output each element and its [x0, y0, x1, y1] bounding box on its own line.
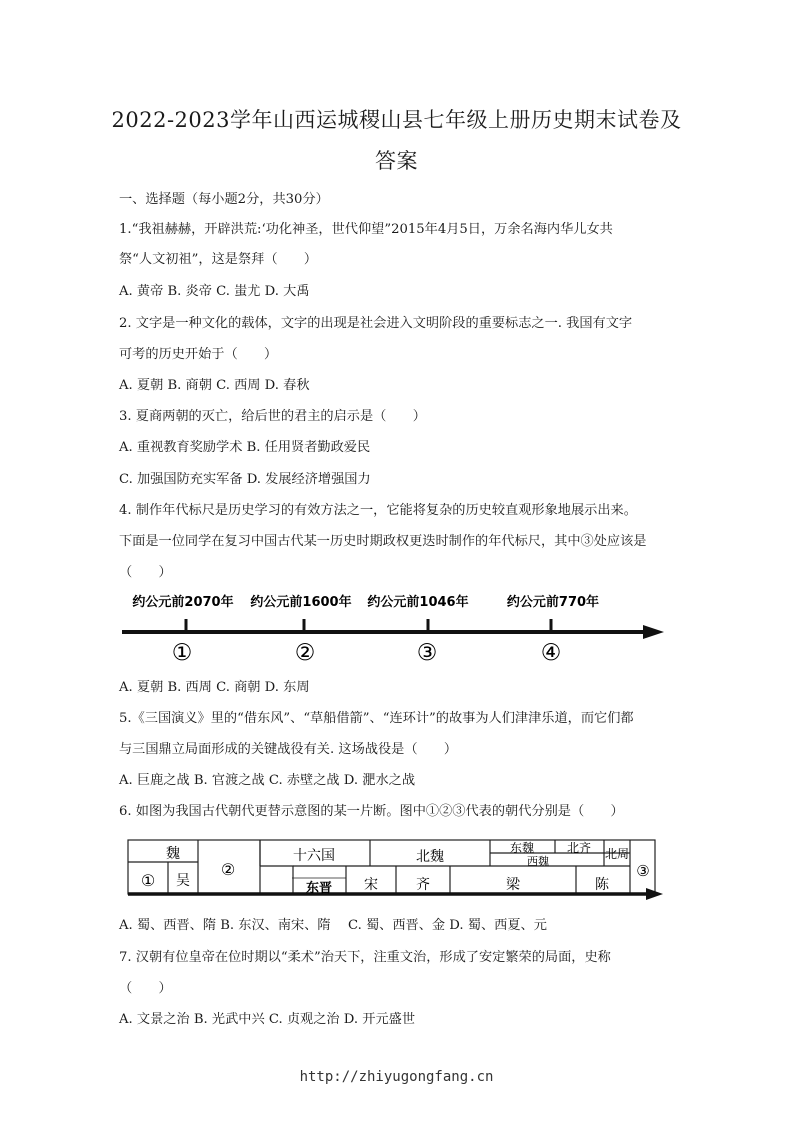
- timeline-mark-4: ④: [540, 640, 562, 666]
- dynasty-marker-3: ③: [636, 862, 650, 880]
- timeline-date-1: 约公元前2070年: [132, 595, 234, 610]
- q2-options: A. 夏朝 B. 商朝 C. 西周 D. 春秋: [119, 378, 310, 393]
- dynasty-liang: 梁: [506, 877, 520, 893]
- q4-stem-line2: 下面是一位同学在复习中国古代某一历史时期政权更迭时制作的年代标尺，其中③处应该是: [119, 534, 647, 549]
- q4-stem-line3: （ ）: [119, 565, 172, 580]
- q5-stem-line1: 5.《三国演义》里的“借东风”、“草船借箭”、“连环计”的故事为人们津津乐道，而它们都: [119, 711, 634, 726]
- dynasty-marker-2: ②: [220, 860, 236, 879]
- page-title-line1: 2022-2023学年山西运城稷山县七年级上册历史期末试卷及: [111, 108, 682, 132]
- dynasty-wei: 魏: [166, 846, 180, 862]
- footer-url: http://zhiyugongfang.cn: [299, 1069, 494, 1085]
- dynasty-dongwei: 东魏: [509, 841, 535, 855]
- q2-stem-line1: 2. 文字是一种文化的载体，文字的出现是社会进入文明阶段的重要标志之一. 我国有文字: [119, 316, 633, 331]
- timeline-date-3: 约公元前1046年: [367, 595, 469, 610]
- q1-stem-line2: 祭“人文初祖”，这是祭拜（ ）: [119, 252, 318, 267]
- dynasty-wu: 吴: [176, 873, 190, 889]
- q3-stem: 3. 夏商两朝的灭亡，给后世的君主的启示是（ ）: [119, 409, 426, 424]
- dynasty-sixteen-kingdoms: 十六国: [293, 848, 335, 864]
- timeline-mark-3: ③: [416, 640, 438, 666]
- timeline-date-4: 约公元前770年: [506, 595, 600, 610]
- dynasty-xiwei: 西魏: [527, 855, 549, 868]
- q6-options: A. 蜀、西晋、隋 B. 东汉、南宋、隋 C. 蜀、西晋、金 D. 蜀、西夏、元: [119, 918, 547, 933]
- dynasty-marker-1: ①: [140, 871, 156, 890]
- q4-timeline-figure: [115, 586, 675, 666]
- q5-options: A. 巨鹿之战 B. 官渡之战 C. 赤壁之战 D. 淝水之战: [119, 773, 416, 788]
- q2-stem-line2: 可考的历史开始于（ ）: [119, 347, 278, 362]
- page-title-line2: 答案: [375, 149, 418, 173]
- timeline-mark-2: ②: [294, 640, 316, 666]
- q1-stem-line1: 1.“我祖赫赫，开辟洪荒:‘功化神圣，世代仰望”2015年4月5日，万余名海内华儿女共: [119, 222, 613, 237]
- q4-options: A. 夏朝 B. 西周 C. 商朝 D. 东周: [119, 680, 310, 695]
- dynasty-beizhou: 北周: [604, 847, 630, 861]
- q3-options-line2: C. 加强国防充实军备 D. 发展经济增强国力: [119, 472, 371, 487]
- q6-dynasty-diagram: [118, 832, 666, 904]
- q3-options-line1: A. 重视教育奖励学术 B. 任用贤者勤政爱民: [119, 440, 371, 455]
- q1-options: A. 黄帝 B. 炎帝 C. 蚩尤 D. 大禹: [119, 284, 310, 299]
- q7-options: A. 文景之治 B. 光武中兴 C. 贞观之治 D. 开元盛世: [119, 1012, 416, 1027]
- dynasty-qi: 齐: [416, 877, 430, 893]
- dynasty-beiwei: 北魏: [416, 849, 444, 865]
- dynasty-beiqi: 北齐: [566, 841, 592, 855]
- q6-stem: 6. 如图为我国古代朝代更替示意图的某一片断。图中①②③代表的朝代分别是（ ）: [119, 804, 624, 819]
- dynasty-chen: 陈: [595, 877, 609, 893]
- timeline-date-2: 约公元前1600年: [250, 595, 352, 610]
- dynasty-song: 宋: [364, 877, 378, 893]
- q7-stem-line1: 7. 汉朝有位皇帝在位时期以“柔术”治天下，注重文治，形成了安定繁荣的局面，史称: [119, 950, 611, 965]
- dynasty-dongjin: 东晋: [305, 881, 333, 896]
- q4-stem-line1: 4. 制作年代标尺是历史学习的有效方法之一，它能将复杂的历史较直观形象地展示出来。: [119, 503, 637, 518]
- q7-stem-line2: （ ）: [119, 981, 172, 996]
- section-heading: 一、选择题（每小题2分，共30分）: [119, 192, 329, 207]
- timeline-mark-1: ①: [171, 640, 193, 666]
- q5-stem-line2: 与三国鼎立局面形成的关键战役有关. 这场战役是（ ）: [119, 742, 458, 757]
